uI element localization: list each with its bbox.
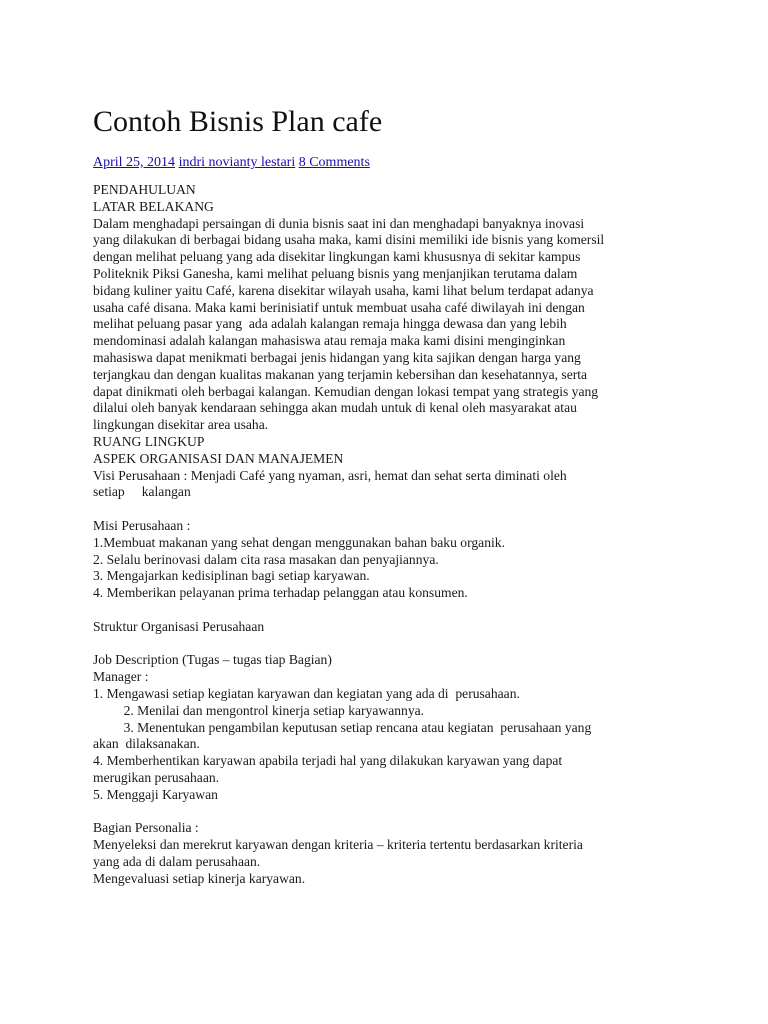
body-text-line: 3. Menentukan pengambilan keputusan setiap rencana atau kegiatan perusahaan yang: [93, 719, 592, 735]
body-text-line: dengan melihat peluang yang ada disekitar lingkungan kami khususnya di sekitar kampus: [93, 249, 581, 265]
body-text-line: dapat dinikmati oleh berbagai kalangan. Kemudian dengan lokasi tempat yang strategis yang: [93, 383, 599, 399]
body-text-line: Manager :: [93, 669, 149, 685]
body-text-line: LATAR BELAKANG: [93, 198, 214, 214]
body-text-line: melihat peluang pasar yang ada adalah kalangan remaja hingga dewasa dan yang lebih: [93, 316, 567, 332]
body-text-line: 4. Memberhentikan karyawan apabila terjadi hal yang dilakukan karyawan yang dapat: [93, 753, 563, 769]
body-text-line: 1.Membuat makanan yang sehat dengan menggunakan bahan baku organik.: [93, 534, 505, 550]
body-text-line: mendominasi adalah kalangan mahasiswa atau remaja maka kami disini menginginkan: [93, 333, 566, 349]
body-text-line: usaha café disana. Maka kami berinisiatif untuk membuat usaha café diwilayah ini dengan: [93, 299, 585, 315]
blank-line: [93, 602, 708, 619]
article-meta: [93, 154, 708, 172]
body-text-line: 2. Menilai dan mengontrol kinerja setiap karyawannya.: [93, 702, 425, 718]
article-body: [93, 182, 708, 887]
body-text-line: dilalui oleh banyak kendaraan sehingga akan mudah untuk di kenal oleh masyarakat atau: [93, 400, 577, 416]
blank-line: [93, 803, 708, 820]
body-text-line: Bagian Personalia :: [93, 820, 199, 836]
body-text-line: Job Description (Tugas – tugas tiap Bagian): [93, 652, 332, 668]
body-text-line: terjangkau dan dengan kualitas makanan yang terjamin kebersihan dan kesehatannya, serta: [93, 366, 588, 382]
body-text-line: 1. Mengawasi setiap kegiatan karyawan dan kegiatan yang ada di perusahaan.: [93, 685, 520, 701]
body-text-line: bidang kuliner yaitu Café, karena disekitar wilayah usaha, kami lihat belum terdapat adanya: [93, 282, 594, 298]
body-text-line: Visi Perusahaan : Menjadi Café yang nyaman, asri, hemat dan sehat serta diminati oleh: [93, 467, 567, 483]
article-title: Contoh Bisnis Plan cafe: [93, 105, 383, 138]
body-text-line: 3. Mengajarkan kedisiplinan bagi setiap karyawan.: [93, 568, 370, 584]
body-text-line: RUANG LINGKUP: [93, 433, 205, 449]
body-text-line: PENDAHULUAN: [93, 182, 196, 197]
body-text-line: Politeknik Piksi Ganesha, kami melihat peluang bisnis yang menjanjikan terutama dalam: [93, 265, 578, 281]
body-text-line: 5. Menggaji Karyawan: [93, 786, 218, 802]
comments-link[interactable]: 8 Comments: [298, 155, 370, 170]
author-link[interactable]: indri novianty lestari: [178, 155, 296, 170]
blank-line: [93, 636, 708, 653]
body-text-line: yang ada di dalam perusahaan.: [93, 853, 261, 869]
body-text-line: setiap kalangan: [93, 484, 191, 500]
post-date-link[interactable]: April 25, 2014: [93, 155, 176, 170]
body-text-line: yang dilakukan di berbagai bidang usaha maka, kami disini memiliki ide bisnis yang komersil: [93, 232, 605, 248]
body-text-line: Mengevaluasi setiap kinerja karyawan.: [93, 870, 306, 886]
body-text-line: Misi Perusahaan :: [93, 517, 191, 533]
body-text-line: Struktur Organisasi Perusahaan: [93, 618, 265, 634]
body-text-line: mahasiswa dapat menikmati berbagai jenis hidangan yang kita sajikan dengan harga yang: [93, 349, 581, 365]
body-text-line: lingkungan disekitar area usaha.: [93, 417, 269, 433]
body-text-line: 2. Selalu berinovasi dalam cita rasa masakan dan penyajiannya.: [93, 551, 439, 567]
body-text-line: ASPEK ORGANISASI DAN MANAJEMEN: [93, 450, 344, 466]
body-text-line: Dalam menghadapi persaingan di dunia bisnis saat ini dan menghadapi banyaknya inovasi: [93, 215, 585, 231]
body-text-line: 4. Memberikan pelayanan prima terhadap pelanggan atau konsumen.: [93, 585, 468, 601]
body-text-line: akan dilaksanakan.: [93, 736, 200, 752]
body-text-line: merugikan perusahaan.: [93, 769, 220, 785]
body-text-line: Menyeleksi dan merekrut karyawan dengan kriteria – kriteria tertentu berdasarkan kriteria: [93, 837, 583, 853]
blank-line: [93, 501, 708, 518]
